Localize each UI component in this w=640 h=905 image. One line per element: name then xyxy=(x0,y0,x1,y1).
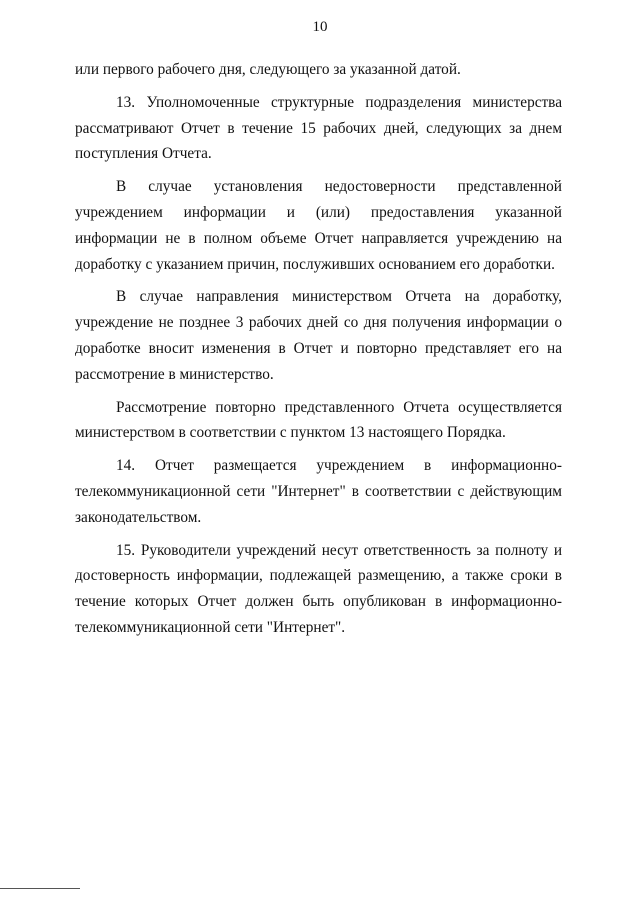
page-number: 10 xyxy=(312,19,328,35)
scan-edge-line xyxy=(0,888,80,889)
paragraph-re-review: Рассмотрение повторно представленного Отчета осуществляется министерством в соответствии с пунктом 13 настоящего Порядка. xyxy=(75,398,562,442)
paragraph-continuation: или первого рабочего дня, следующего за указанной датой. xyxy=(75,61,461,78)
paragraph-item-14: 14. Отчет размещается учреждением в информационно-телекоммуникационной сети "Интернет" в соответствии с действующим законодательством. xyxy=(75,457,562,526)
paragraph-item-15: 15. Руководители учреждений несут ответственность за полноту и достоверность информации, подлежащей размещению, а также сроки в течение которых Отчет должен быть опубликован в информационно-телекоммуникационной сети "Интернет". xyxy=(75,541,562,636)
paragraph-revision: В случае направления министерством Отчета на доработку, учреждение не позднее 3 рабочих дней со дня получения информации о доработке вносит изменения в Отчет и повторно представляет его на рассмотрение в министерство. xyxy=(75,288,562,383)
paragraph-inaccurate-info: В случае установления недостоверности представленной учреждением информации и (или) предоставления указанной информации не в полном объеме Отчет направляется учреждению на доработку с указанием причин, послуживших основанием его доработки. xyxy=(75,178,562,273)
paragraph-item-13: 13. Уполномоченные структурные подразделения министерства рассматривают Отчет в течение 15 рабочих дней, следующих за днем поступления Отчета. xyxy=(75,93,562,163)
document-body xyxy=(75,57,562,641)
